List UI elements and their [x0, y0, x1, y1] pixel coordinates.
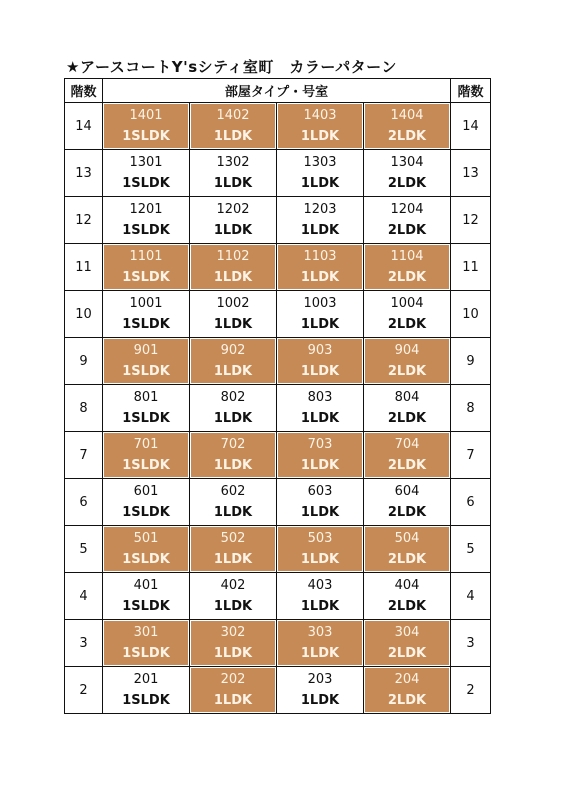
- unit-room-type: 2LDK: [387, 646, 427, 661]
- unit-cell: [364, 667, 451, 714]
- unit-room-type: 2LDK: [387, 458, 427, 473]
- unit-number: 1004: [390, 296, 424, 311]
- unit-number: 503: [307, 531, 333, 546]
- unit-number: 904: [394, 343, 420, 358]
- table-row: [65, 432, 491, 479]
- unit-cell: [103, 479, 190, 526]
- unit-cell: [277, 197, 364, 244]
- unit-cell: [190, 197, 277, 244]
- unit-cell-plain: [103, 385, 189, 431]
- floor-label-left: 7: [65, 432, 103, 479]
- floor-label-right: 10: [451, 291, 491, 338]
- unit-room-type: 1LDK: [213, 317, 253, 332]
- unit-cell: [103, 573, 190, 620]
- floor-label-right: 9: [451, 338, 491, 385]
- unit-cell-plain: [190, 573, 276, 619]
- unit-number: 701: [133, 437, 159, 452]
- unit-cell-plain: [190, 479, 276, 525]
- unit-number: 1104: [390, 249, 424, 264]
- unit-number: 1003: [303, 296, 337, 311]
- unit-room-type: 2LDK: [387, 223, 427, 238]
- floor-label-right: 7: [451, 432, 491, 479]
- unit-room-type: 1LDK: [213, 411, 253, 426]
- header-floor-left: 階数: [65, 79, 103, 103]
- unit-number: 302: [220, 625, 246, 640]
- unit-room-type: 2LDK: [387, 364, 427, 379]
- unit-number: 1302: [216, 155, 250, 170]
- unit-room-type: 1LDK: [213, 552, 253, 567]
- unit-cell: [190, 103, 277, 150]
- unit-cell-highlighted: [104, 433, 188, 477]
- unit-number: 402: [220, 578, 246, 593]
- floor-label-left: 4: [65, 573, 103, 620]
- table-row: [65, 620, 491, 667]
- unit-cell: [190, 479, 277, 526]
- unit-cell-plain: [190, 385, 276, 431]
- unit-number: 504: [394, 531, 420, 546]
- unit-number: 804: [394, 390, 420, 405]
- unit-room-type: 2LDK: [387, 693, 427, 708]
- unit-cell: [190, 620, 277, 667]
- unit-cell: [190, 291, 277, 338]
- table-row: [65, 667, 491, 714]
- unit-cell: [277, 479, 364, 526]
- table-row: [65, 479, 491, 526]
- unit-room-type: 1LDK: [300, 129, 340, 144]
- unit-room-type: 1LDK: [300, 364, 340, 379]
- unit-number: 301: [133, 625, 159, 640]
- unit-room-type: 1LDK: [213, 270, 253, 285]
- unit-cell-highlighted: [191, 245, 275, 289]
- unit-cell-plain: [103, 479, 189, 525]
- unit-cell-highlighted: [104, 104, 188, 148]
- header-floor-right: 階数: [451, 79, 491, 103]
- unit-number: 1203: [303, 202, 337, 217]
- unit-cell-plain: [277, 479, 363, 525]
- unit-cell-plain: [103, 291, 189, 337]
- floor-label-right: 2: [451, 667, 491, 714]
- floor-label-right: 5: [451, 526, 491, 573]
- unit-cell-plain: [364, 385, 450, 431]
- unit-cell: [277, 526, 364, 573]
- unit-cell-plain: [277, 291, 363, 337]
- floor-label-right: 3: [451, 620, 491, 667]
- unit-cell-plain: [277, 667, 363, 713]
- unit-number: 1303: [303, 155, 337, 170]
- unit-room-type: 1SLDK: [122, 176, 170, 191]
- floor-label-left: 13: [65, 150, 103, 197]
- table-row: [65, 385, 491, 432]
- unit-cell-highlighted: [191, 104, 275, 148]
- unit-number: 1101: [129, 249, 163, 264]
- unit-number: 603: [307, 484, 333, 499]
- unit-cell: [190, 573, 277, 620]
- unit-cell-plain: [364, 573, 450, 619]
- unit-room-type: 1LDK: [213, 364, 253, 379]
- unit-room-type: 1LDK: [213, 129, 253, 144]
- floor-label-left: 6: [65, 479, 103, 526]
- unit-cell: [103, 291, 190, 338]
- unit-cell-plain: [277, 385, 363, 431]
- unit-cell: [190, 385, 277, 432]
- unit-number: 204: [394, 672, 420, 687]
- unit-cell: [364, 620, 451, 667]
- unit-number: 1402: [216, 108, 250, 123]
- unit-cell-highlighted: [191, 527, 275, 571]
- unit-cell: [364, 244, 451, 291]
- unit-cell-highlighted: [191, 621, 275, 665]
- unit-room-type: 1SLDK: [122, 223, 170, 238]
- unit-room-type: 2LDK: [387, 552, 427, 567]
- unit-number: 1403: [303, 108, 337, 123]
- table-row: [65, 197, 491, 244]
- unit-cell-plain: [103, 197, 189, 243]
- unit-cell: [364, 432, 451, 479]
- unit-number: 1103: [303, 249, 337, 264]
- unit-room-type: 1LDK: [213, 505, 253, 520]
- document-title: ★アースコートY'sシティ室町 カラーパターン: [66, 58, 397, 76]
- unit-cell: [364, 103, 451, 150]
- unit-number: 404: [394, 578, 420, 593]
- unit-number: 903: [307, 343, 333, 358]
- table-body: [65, 103, 491, 714]
- unit-cell-plain: [277, 573, 363, 619]
- unit-cell: [103, 385, 190, 432]
- unit-cell-plain: [103, 150, 189, 196]
- unit-cell: [277, 291, 364, 338]
- unit-room-type: 1LDK: [300, 646, 340, 661]
- unit-room-type: 2LDK: [387, 129, 427, 144]
- unit-cell: [277, 667, 364, 714]
- unit-room-type: 1LDK: [300, 411, 340, 426]
- header-room-types: 部屋タイプ・号室: [103, 79, 451, 103]
- unit-cell: [190, 432, 277, 479]
- unit-cell: [190, 338, 277, 385]
- unit-cell: [190, 150, 277, 197]
- unit-room-type: 2LDK: [387, 176, 427, 191]
- unit-room-type: 2LDK: [387, 505, 427, 520]
- unit-room-type: 1LDK: [300, 458, 340, 473]
- table-row: [65, 150, 491, 197]
- unit-room-type: 1SLDK: [122, 411, 170, 426]
- unit-cell-highlighted: [104, 339, 188, 383]
- unit-number: 802: [220, 390, 246, 405]
- floor-label-left: 12: [65, 197, 103, 244]
- unit-cell: [103, 667, 190, 714]
- unit-cell-highlighted: [365, 668, 449, 712]
- unit-cell-highlighted: [104, 621, 188, 665]
- table-row: [65, 526, 491, 573]
- unit-cell-highlighted: [278, 433, 362, 477]
- unit-cell-plain: [103, 667, 189, 713]
- unit-cell: [103, 103, 190, 150]
- unit-room-type: 1LDK: [300, 599, 340, 614]
- unit-number: 1204: [390, 202, 424, 217]
- unit-cell-plain: [364, 150, 450, 196]
- unit-cell-plain: [190, 150, 276, 196]
- unit-number: 601: [133, 484, 159, 499]
- unit-cell-highlighted: [191, 433, 275, 477]
- unit-cell-highlighted: [278, 527, 362, 571]
- unit-number: 303: [307, 625, 333, 640]
- unit-room-type: 1LDK: [213, 176, 253, 191]
- floor-label-left: 10: [65, 291, 103, 338]
- unit-cell: [190, 244, 277, 291]
- unit-cell-highlighted: [278, 621, 362, 665]
- unit-number: 902: [220, 343, 246, 358]
- unit-number: 1401: [129, 108, 163, 123]
- unit-number: 1301: [129, 155, 163, 170]
- unit-number: 1102: [216, 249, 250, 264]
- unit-cell: [103, 244, 190, 291]
- unit-number: 304: [394, 625, 420, 640]
- floor-label-left: 14: [65, 103, 103, 150]
- unit-room-type: 1SLDK: [122, 129, 170, 144]
- unit-room-type: 1LDK: [213, 458, 253, 473]
- unit-room-type: 1LDK: [300, 176, 340, 191]
- unit-number: 602: [220, 484, 246, 499]
- unit-cell-plain: [190, 197, 276, 243]
- unit-room-type: 1SLDK: [122, 364, 170, 379]
- unit-number: 1002: [216, 296, 250, 311]
- table-header-row: [65, 79, 491, 103]
- unit-number: 801: [133, 390, 159, 405]
- unit-room-type: 1LDK: [300, 505, 340, 520]
- unit-number: 202: [220, 672, 246, 687]
- floor-label-right: 6: [451, 479, 491, 526]
- unit-cell-plain: [277, 197, 363, 243]
- floor-label-left: 8: [65, 385, 103, 432]
- unit-number: 1001: [129, 296, 163, 311]
- floor-label-right: 4: [451, 573, 491, 620]
- floor-label-left: 5: [65, 526, 103, 573]
- unit-cell: [277, 620, 364, 667]
- unit-number: 803: [307, 390, 333, 405]
- unit-cell: [364, 573, 451, 620]
- unit-number: 401: [133, 578, 159, 593]
- unit-cell-plain: [364, 197, 450, 243]
- unit-cell: [103, 526, 190, 573]
- unit-cell: [364, 479, 451, 526]
- unit-room-type: 1LDK: [300, 693, 340, 708]
- unit-number: 901: [133, 343, 159, 358]
- floor-label-left: 3: [65, 620, 103, 667]
- unit-room-type: 1LDK: [300, 223, 340, 238]
- unit-room-type: 1LDK: [213, 599, 253, 614]
- unit-number: 502: [220, 531, 246, 546]
- unit-cell: [364, 197, 451, 244]
- table-row: [65, 338, 491, 385]
- unit-cell: [103, 432, 190, 479]
- unit-cell-highlighted: [191, 668, 275, 712]
- unit-cell-highlighted: [365, 245, 449, 289]
- floor-label-right: 8: [451, 385, 491, 432]
- unit-cell-highlighted: [365, 527, 449, 571]
- unit-room-type: 1SLDK: [122, 270, 170, 285]
- unit-number: 501: [133, 531, 159, 546]
- unit-room-type: 2LDK: [387, 411, 427, 426]
- unit-cell-plain: [103, 573, 189, 619]
- unit-room-type: 2LDK: [387, 599, 427, 614]
- unit-cell-highlighted: [365, 104, 449, 148]
- unit-cell-highlighted: [278, 245, 362, 289]
- unit-cell-highlighted: [365, 433, 449, 477]
- table-row: [65, 244, 491, 291]
- unit-cell: [277, 338, 364, 385]
- unit-room-type: 1SLDK: [122, 458, 170, 473]
- unit-cell-plain: [190, 291, 276, 337]
- unit-cell-highlighted: [104, 527, 188, 571]
- unit-cell: [364, 526, 451, 573]
- unit-room-type: 1LDK: [300, 317, 340, 332]
- unit-cell-plain: [364, 291, 450, 337]
- unit-room-type: 1SLDK: [122, 552, 170, 567]
- unit-cell-highlighted: [278, 104, 362, 148]
- unit-number: 702: [220, 437, 246, 452]
- unit-cell: [190, 526, 277, 573]
- unit-number: 604: [394, 484, 420, 499]
- unit-cell: [103, 338, 190, 385]
- unit-number: 203: [307, 672, 333, 687]
- unit-room-type: 1LDK: [213, 223, 253, 238]
- unit-room-type: 1SLDK: [122, 505, 170, 520]
- unit-cell: [277, 573, 364, 620]
- unit-cell: [277, 385, 364, 432]
- unit-room-type: 1SLDK: [122, 693, 170, 708]
- table-row: [65, 291, 491, 338]
- unit-cell: [364, 291, 451, 338]
- floor-label-left: 11: [65, 244, 103, 291]
- floor-label-right: 12: [451, 197, 491, 244]
- unit-cell: [364, 150, 451, 197]
- unit-cell: [277, 432, 364, 479]
- unit-room-type: 1LDK: [213, 693, 253, 708]
- floor-label-left: 9: [65, 338, 103, 385]
- unit-cell: [277, 150, 364, 197]
- unit-room-type: 2LDK: [387, 317, 427, 332]
- unit-number: 403: [307, 578, 333, 593]
- unit-room-type: 1SLDK: [122, 317, 170, 332]
- floor-label-right: 13: [451, 150, 491, 197]
- unit-room-type: 1SLDK: [122, 599, 170, 614]
- unit-room-type: 1LDK: [213, 646, 253, 661]
- unit-cell: [190, 667, 277, 714]
- unit-cell: [277, 244, 364, 291]
- unit-number: 201: [133, 672, 159, 687]
- unit-number: 703: [307, 437, 333, 452]
- floor-label-left: 2: [65, 667, 103, 714]
- color-pattern-table: [64, 78, 491, 714]
- unit-cell-highlighted: [278, 339, 362, 383]
- floor-label-right: 14: [451, 103, 491, 150]
- unit-cell-plain: [277, 150, 363, 196]
- unit-number: 1201: [129, 202, 163, 217]
- unit-cell: [364, 385, 451, 432]
- unit-cell: [277, 103, 364, 150]
- floor-label-right: 11: [451, 244, 491, 291]
- unit-number: 1304: [390, 155, 424, 170]
- unit-cell: [364, 338, 451, 385]
- unit-number: 1404: [390, 108, 424, 123]
- unit-cell-highlighted: [191, 339, 275, 383]
- unit-cell: [103, 150, 190, 197]
- unit-cell: [103, 620, 190, 667]
- unit-cell-plain: [364, 479, 450, 525]
- unit-room-type: 1LDK: [300, 270, 340, 285]
- unit-room-type: 2LDK: [387, 270, 427, 285]
- unit-number: 704: [394, 437, 420, 452]
- unit-cell-highlighted: [365, 621, 449, 665]
- table-row: [65, 573, 491, 620]
- table-row: [65, 103, 491, 150]
- unit-room-type: 1LDK: [300, 552, 340, 567]
- unit-cell-highlighted: [365, 339, 449, 383]
- unit-number: 1202: [216, 202, 250, 217]
- unit-cell: [103, 197, 190, 244]
- unit-room-type: 1SLDK: [122, 646, 170, 661]
- unit-cell-highlighted: [104, 245, 188, 289]
